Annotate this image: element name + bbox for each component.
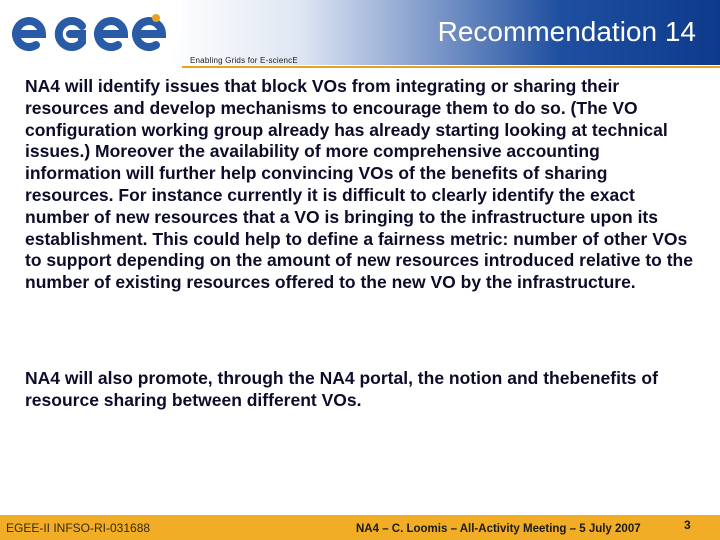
logo-dot: [152, 14, 160, 22]
tagline: Enabling Grids for E-sciencE: [190, 56, 298, 65]
footer-bar: [0, 515, 720, 540]
footer-meeting-info: NA4 – C. Loomis – All-Activity Meeting – 5 July 2007: [356, 523, 641, 535]
page-number: 3: [684, 518, 691, 532]
accent-line: [182, 66, 720, 68]
body-paragraph-1: NA4 will identify issues that block VOs from integrating or sharing their resources and develop mechanisms to encourage them to do so. (The VO configuration working group already has already starting looking at technical issues.) Moreover the availability of more comprehensive accounting information will further help convincing VOs of the benefits of sharing resources. For instance currently it is difficult to clearly identify the exact number of new resources that a VO is bringing to the infrastructure upon its establishment. This could help to define a fairness metric: number of other VOs to support depending on the amount of new resources introduced relative to the number of existing resources offered to the new VO by the infrastructure.: [25, 76, 693, 293]
body-paragraph-2: NA4 will also promote, through the NA4 portal, the notion and thebenefits of resource sharing between different VOs.: [25, 368, 658, 410]
egee-logo: [8, 12, 168, 56]
footer-project-id: EGEE-II INFSO-RI-031688: [6, 521, 151, 535]
logo-area: [0, 0, 182, 70]
slide-title: Recommendation 14: [437, 16, 696, 47]
